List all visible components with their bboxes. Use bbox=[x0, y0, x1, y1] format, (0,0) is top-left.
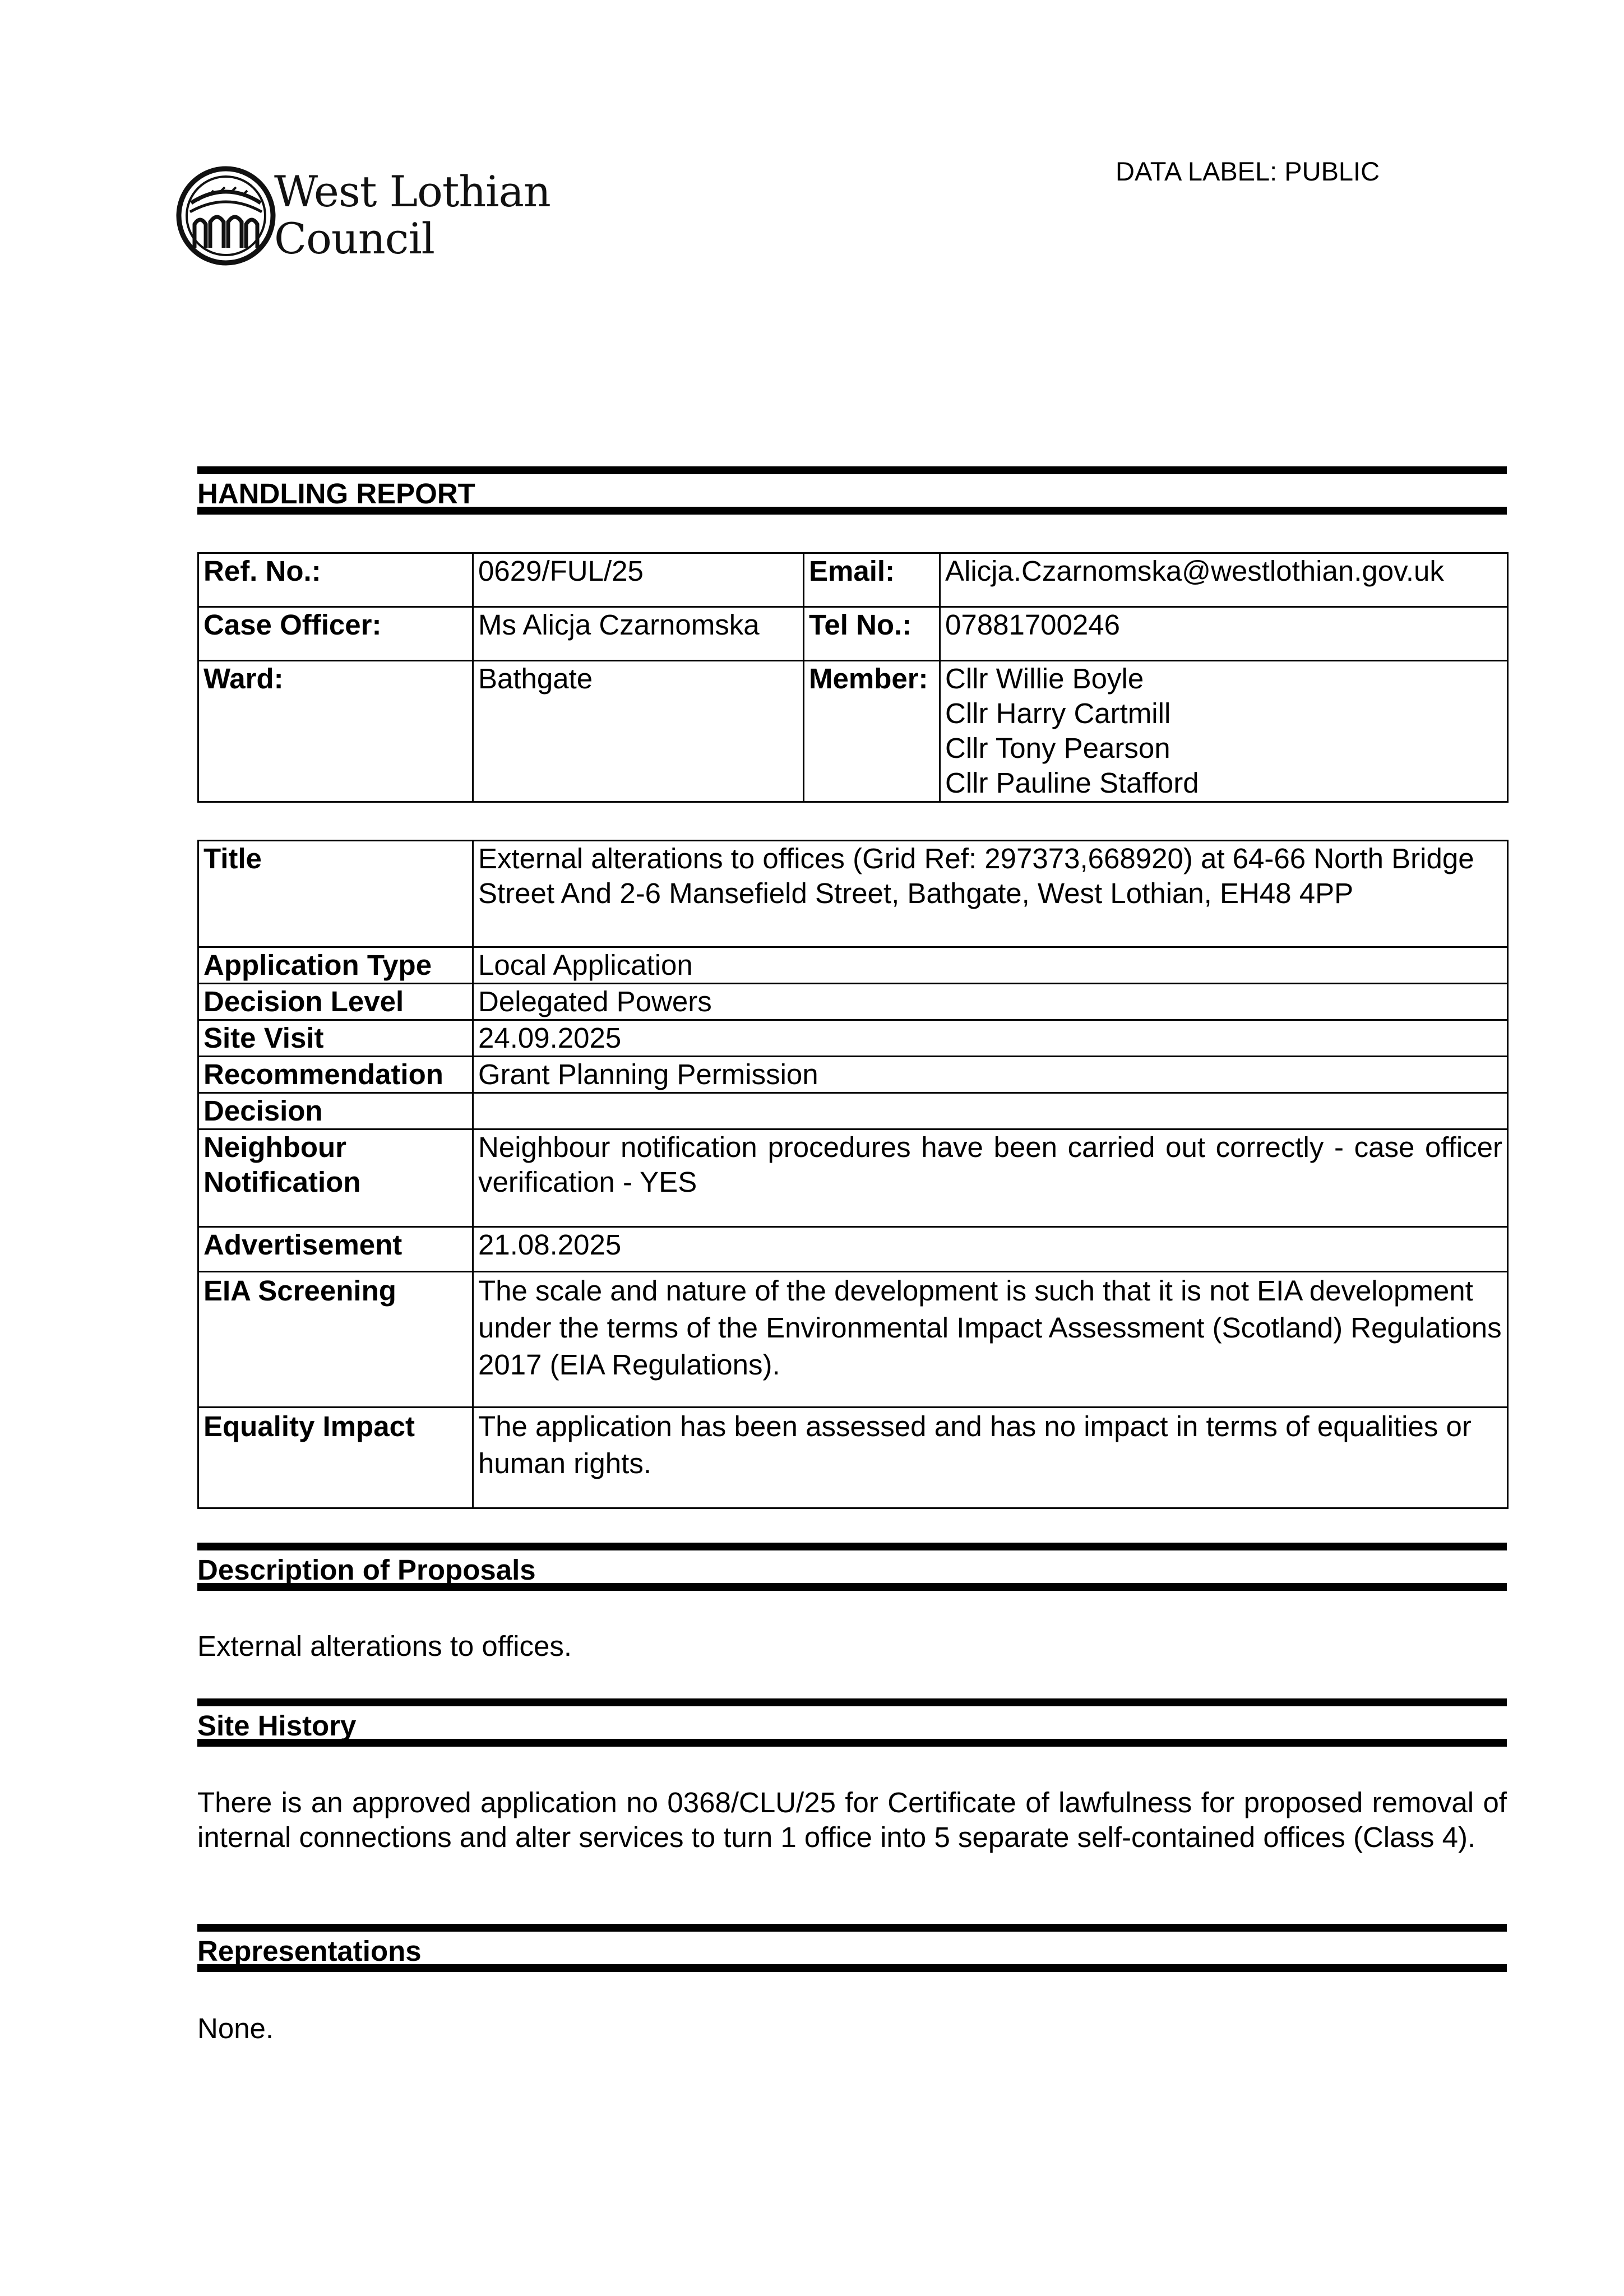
ref-label: Ref. No.: bbox=[198, 553, 473, 607]
decision-level-label: Decision Level bbox=[198, 984, 473, 1020]
eia-screening-label: EIA Screening bbox=[198, 1272, 473, 1408]
table-row bbox=[198, 1057, 1508, 1093]
table-row bbox=[198, 1130, 1508, 1227]
table-row bbox=[198, 947, 1508, 984]
application-type-value: Local Application bbox=[473, 947, 1508, 984]
title-label: Title bbox=[198, 841, 473, 947]
recommendation-value: Grant Planning Permission bbox=[473, 1057, 1508, 1093]
table-row bbox=[198, 984, 1508, 1020]
description-text: External alterations to offices. bbox=[197, 1630, 572, 1662]
representations-heading-banner bbox=[197, 1924, 1507, 1972]
council-name-line-1: West Lothian bbox=[274, 166, 550, 216]
site-history-text: There is an approved application no 0368/CLU/25 for Certificate of lawfulness for proposed removal of internal connections and alter services to turn 1 office into 5 separate self-contained offices (Class 4). bbox=[197, 1786, 1507, 1853]
table-row bbox=[198, 1020, 1508, 1057]
ward-label: Ward: bbox=[198, 661, 473, 802]
table-row bbox=[198, 607, 1508, 661]
member-name: Cllr Harry Cartmill bbox=[945, 697, 1171, 729]
title-value: External alterations to offices (Grid Ref: 297373,668920) at 64-66 North Bridge Street And 2-6 Mansefield Street, Bathgate, West Lothian, EH48 4PP bbox=[473, 841, 1508, 947]
equality-impact-label: Equality Impact bbox=[198, 1408, 473, 1508]
member-name: Cllr Willie Boyle bbox=[945, 663, 1144, 695]
member-label: Member: bbox=[804, 661, 940, 802]
data-label: DATA LABEL: PUBLIC bbox=[1116, 156, 1380, 186]
email-label: Email: bbox=[804, 553, 940, 607]
report-title: HANDLING REPORT bbox=[197, 478, 475, 510]
neighbour-notification-value: Neighbour notification procedures have been carried out correctly - case officer verification - YES bbox=[473, 1130, 1508, 1227]
neighbour-notification-label bbox=[198, 1130, 473, 1227]
case-info-table bbox=[197, 552, 1509, 803]
neighbour-label-line-1: Neighbour bbox=[203, 1131, 346, 1163]
decision-label: Decision bbox=[198, 1093, 473, 1130]
site-history-heading-banner bbox=[197, 1698, 1507, 1747]
application-type-label: Application Type bbox=[198, 947, 473, 984]
ward-value: Bathgate bbox=[473, 661, 804, 802]
advertisement-value: 21.08.2025 bbox=[473, 1227, 1508, 1272]
council-name-line-2: Council bbox=[274, 214, 434, 263]
table-row bbox=[198, 1272, 1508, 1408]
representations-heading: Representations bbox=[197, 1935, 422, 1967]
site-history-heading: Site History bbox=[197, 1710, 357, 1742]
tel-value: 07881700246 bbox=[940, 607, 1508, 661]
description-heading: Description of Proposals bbox=[197, 1554, 536, 1586]
decision-value bbox=[473, 1093, 1508, 1130]
ref-value: 0629/FUL/25 bbox=[473, 553, 804, 607]
table-row bbox=[198, 1093, 1508, 1130]
viaduct-emblem-icon bbox=[175, 164, 276, 268]
member-name: Cllr Tony Pearson bbox=[945, 732, 1170, 764]
member-list bbox=[940, 661, 1508, 802]
decision-level-value: Delegated Powers bbox=[473, 984, 1508, 1020]
case-officer-value: Ms Alicja Czarnomska bbox=[473, 607, 804, 661]
eia-screening-value: The scale and nature of the development is such that it is not EIA development under the terms of the Environmental Impact Assessment (Scotland) Regulations 2017 (EIA Regulations). bbox=[473, 1272, 1508, 1408]
council-name bbox=[274, 168, 550, 262]
table-row bbox=[198, 1408, 1508, 1508]
equality-impact-value: The application has been assessed and has no impact in terms of equalities or human rights. bbox=[473, 1408, 1508, 1508]
table-row bbox=[198, 553, 1508, 607]
email-value: Alicja.Czarnomska@westlothian.gov.uk bbox=[940, 553, 1508, 607]
site-visit-label: Site Visit bbox=[198, 1020, 473, 1057]
description-heading-banner bbox=[197, 1543, 1507, 1591]
neighbour-label-line-2: Notification bbox=[203, 1166, 361, 1198]
application-details-table bbox=[197, 840, 1509, 1509]
tel-label: Tel No.: bbox=[804, 607, 940, 661]
case-officer-label: Case Officer: bbox=[198, 607, 473, 661]
report-title-banner bbox=[197, 466, 1507, 515]
advertisement-label: Advertisement bbox=[198, 1227, 473, 1272]
site-visit-value: 24.09.2025 bbox=[473, 1020, 1508, 1057]
member-name: Cllr Pauline Stafford bbox=[945, 767, 1199, 799]
table-row bbox=[198, 841, 1508, 947]
table-row bbox=[198, 1227, 1508, 1272]
table-row bbox=[198, 661, 1508, 802]
representations-text: None. bbox=[197, 2012, 274, 2044]
council-logo bbox=[175, 160, 557, 272]
recommendation-label: Recommendation bbox=[198, 1057, 473, 1093]
